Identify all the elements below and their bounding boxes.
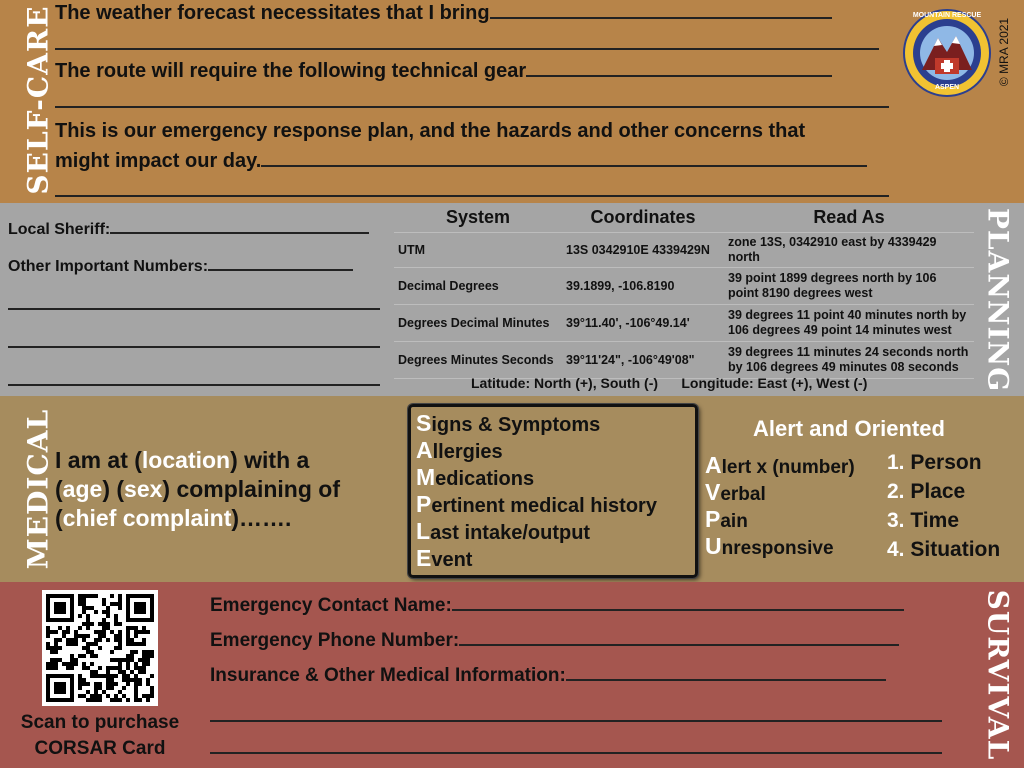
plan-blank-2[interactable] bbox=[55, 195, 889, 197]
self-care-label: SELF-CARE bbox=[21, 5, 55, 195]
script-line-3: (chief complaint)……. bbox=[55, 505, 292, 531]
sample-item-event: Event bbox=[416, 545, 473, 571]
sample-item-allergies: Allergies bbox=[416, 437, 503, 463]
emergency-phone-prompt: Emergency Phone Number: bbox=[210, 630, 899, 652]
table-row bbox=[394, 268, 974, 305]
self-care-section bbox=[0, 0, 1024, 203]
technical-gear-prompt: The route will require the following technical gear bbox=[55, 60, 832, 83]
avpu-unresponsive: Unresponsive bbox=[705, 533, 834, 559]
row-coords: 39°11'24", -106°49'08" bbox=[562, 342, 724, 379]
alert-oriented-title: Alert and Oriented bbox=[753, 416, 945, 441]
planning-section bbox=[0, 203, 1024, 396]
insurance-prompt: Insurance & Other Medical Information: bbox=[210, 665, 886, 687]
numbers-line-2[interactable] bbox=[8, 346, 380, 348]
lat-long-legend: Latitude: North (+), South (-) Longitude: East (+), West (-) bbox=[471, 375, 868, 391]
phone-blank[interactable] bbox=[459, 644, 899, 646]
sheriff-blank[interactable] bbox=[110, 232, 369, 234]
avpu-alert: Alert x (number) bbox=[705, 452, 855, 478]
coordinate-systems-table bbox=[394, 203, 974, 379]
logo-bottom-text: ASPEN bbox=[934, 84, 960, 91]
patient-report-script bbox=[55, 446, 340, 533]
qr-caption-line-2: CORSAR Card bbox=[34, 738, 166, 759]
orient-place: 2. Place bbox=[887, 480, 966, 503]
planning-label: PLANNING bbox=[981, 207, 1015, 393]
other-numbers-prompt: Other Important Numbers: bbox=[8, 258, 353, 276]
table-row bbox=[394, 305, 974, 342]
local-sheriff-prompt: Local Sheriff: bbox=[8, 221, 369, 239]
table-row bbox=[394, 342, 974, 379]
weather-forecast-prompt: The weather forecast necessitates that I bring bbox=[55, 2, 832, 25]
plan-blank[interactable] bbox=[261, 165, 867, 167]
logo-top-text: MOUNTAIN RESCUE bbox=[912, 12, 982, 19]
insurance-line-2[interactable] bbox=[210, 720, 942, 722]
qr-caption-line-1: Scan to purchase bbox=[20, 712, 180, 733]
weather-blank[interactable] bbox=[490, 17, 832, 19]
row-system: Decimal Degrees bbox=[394, 268, 562, 305]
copyright-text: © MRA 2021 bbox=[997, 17, 1011, 87]
emergency-plan-prompt-2: might impact our day. bbox=[55, 150, 867, 173]
emergency-contact-name-prompt: Emergency Contact Name: bbox=[210, 595, 904, 617]
row-read: 39 degrees 11 point 40 minutes north by 106 degrees 49 point 14 minutes west bbox=[724, 305, 974, 342]
insurance-line-3[interactable] bbox=[210, 752, 942, 754]
orient-person: 1. Person bbox=[887, 451, 982, 474]
numbers-line-1[interactable] bbox=[8, 308, 380, 310]
emergency-plan-prompt: This is our emergency response plan, and the hazards and other concerns that bbox=[55, 120, 806, 142]
chief-complaint-placeholder: chief complaint bbox=[62, 505, 232, 531]
numbers-line-3[interactable] bbox=[8, 384, 380, 386]
row-coords: 39.1899, -106.8190 bbox=[562, 268, 724, 305]
survival-label: SURVIVAL bbox=[981, 589, 1015, 761]
sex-placeholder: sex bbox=[124, 476, 163, 502]
medical-section bbox=[0, 396, 1024, 582]
row-read: zone 13S, 0342910 east by 4339429 north bbox=[724, 233, 974, 268]
header-read-as: Read As bbox=[813, 207, 885, 227]
sample-item-intake: Last intake/output bbox=[416, 518, 591, 544]
medical-label: MEDICAL bbox=[21, 408, 55, 570]
header-system: System bbox=[445, 207, 511, 227]
gear-blank[interactable] bbox=[526, 75, 832, 77]
location-placeholder: location bbox=[141, 447, 231, 473]
row-read: 39 point 1899 degrees north by 106 point 8190 degrees west bbox=[724, 268, 974, 305]
gear-blank-2[interactable] bbox=[55, 106, 889, 108]
row-system: UTM bbox=[394, 233, 562, 268]
survival-section bbox=[0, 582, 1024, 768]
script-line-2: (age) (sex) complaining of bbox=[55, 476, 341, 502]
avpu-pain: Pain bbox=[705, 506, 748, 532]
script-line-1: I am at (location) with a bbox=[55, 447, 310, 473]
orient-situation: 4. Situation bbox=[887, 538, 1001, 561]
age-placeholder: age bbox=[62, 476, 103, 502]
qr-code[interactable] bbox=[42, 590, 158, 706]
row-read: 39 degrees 11 minutes 24 seconds north by 106 degrees 49 minutes 08 seconds bbox=[724, 342, 974, 379]
sample-item-history: Pertinent medical history bbox=[416, 491, 657, 517]
row-system: Degrees Minutes Seconds bbox=[394, 342, 562, 379]
orient-time: 3. Time bbox=[887, 509, 959, 532]
sample-item-medications: Medications bbox=[416, 464, 535, 490]
insurance-blank[interactable] bbox=[566, 679, 886, 681]
contact-name-blank[interactable] bbox=[452, 609, 904, 611]
weather-blank-2[interactable] bbox=[55, 48, 879, 50]
numbers-blank[interactable] bbox=[208, 269, 353, 271]
avpu-verbal: Verbal bbox=[705, 479, 766, 505]
header-coordinates: Coordinates bbox=[590, 207, 696, 227]
table-row bbox=[394, 233, 974, 268]
sample-item-signs: Signs & Symptoms bbox=[416, 410, 601, 436]
row-coords: 13S 0342910E 4339429N bbox=[562, 233, 724, 268]
row-coords: 39°11.40', -106°49.14' bbox=[562, 305, 724, 342]
row-system: Degrees Decimal Minutes bbox=[394, 305, 562, 342]
